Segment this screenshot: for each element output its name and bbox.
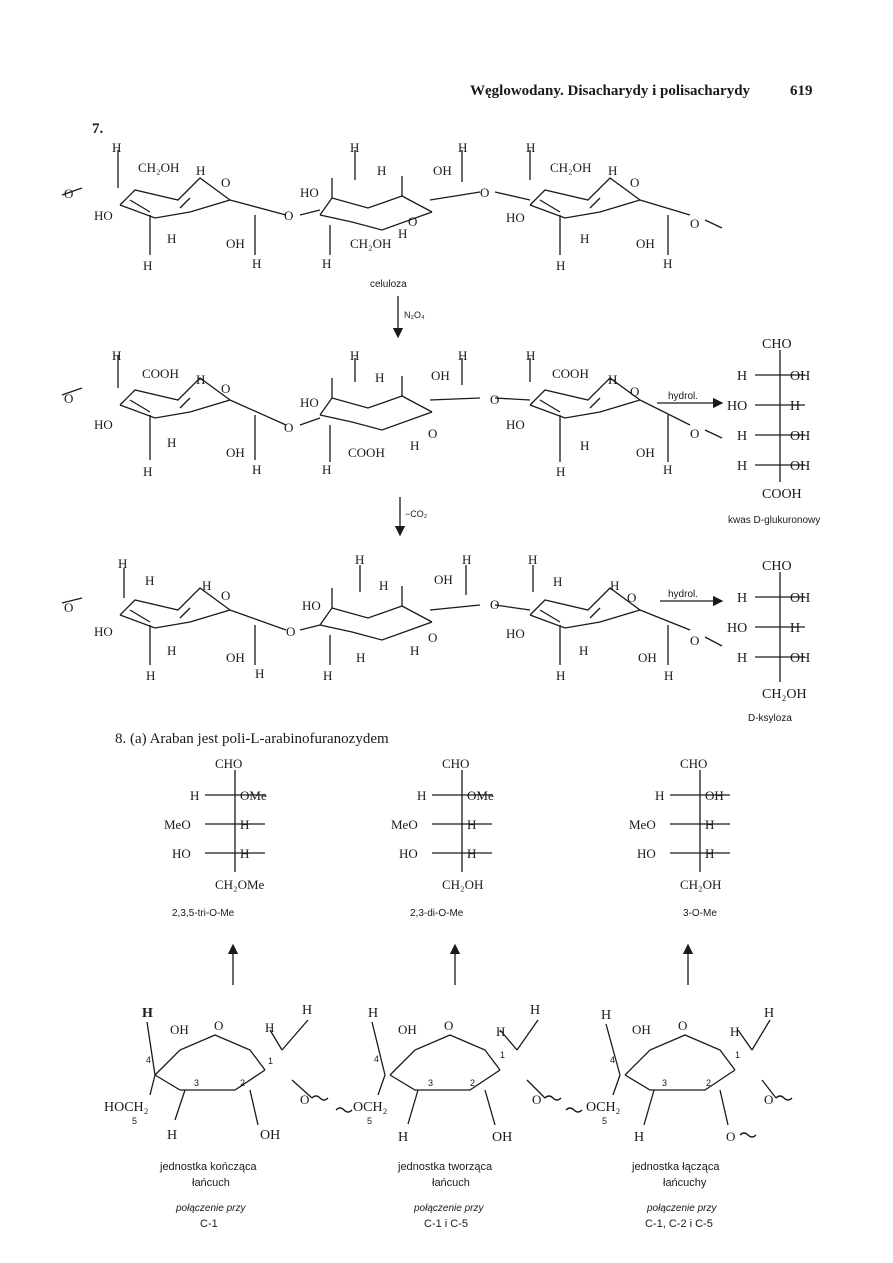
svg-text:4: 4 — [146, 1055, 152, 1065]
svg-text:H: H — [528, 552, 538, 567]
fischer-di-o-me — [391, 756, 494, 919]
svg-text:2,3-di-O-Me: 2,3-di-O-Me — [410, 908, 464, 919]
svg-text:H: H — [790, 621, 801, 636]
svg-text:HO: HO — [94, 624, 113, 639]
cellulose-label: celuloza — [370, 279, 407, 290]
svg-text:H: H — [705, 846, 715, 861]
svg-text:O: O — [490, 597, 500, 612]
svg-text:H: H — [146, 668, 156, 683]
page-number: 619 — [790, 83, 813, 99]
svg-text:OH: OH — [226, 445, 245, 460]
svg-text:H: H — [377, 163, 387, 178]
svg-text:HO: HO — [727, 621, 748, 636]
svg-text:OCH₂: OCH₂ — [353, 1100, 388, 1115]
svg-text:O: O — [444, 1018, 454, 1033]
svg-text:CH₂OMe: CH₂OMe — [215, 877, 265, 892]
svg-text:łańcuch: łańcuch — [432, 1177, 470, 1189]
furanose-chain-unit — [353, 1003, 545, 1145]
svg-text:2: 2 — [470, 1078, 476, 1088]
svg-text:O: O — [286, 624, 296, 639]
svg-text:C-1, C-2 i C-5: C-1, C-2 i C-5 — [645, 1218, 713, 1230]
svg-text:HO: HO — [399, 846, 418, 861]
svg-text:H: H — [167, 1128, 178, 1143]
svg-text:H: H — [190, 788, 200, 803]
svg-text:H: H — [663, 256, 673, 271]
svg-text:CH₂OH: CH₂OH — [762, 687, 807, 702]
svg-text:H: H — [240, 817, 250, 832]
svg-text:H: H — [398, 1130, 409, 1145]
svg-text:O: O — [64, 600, 74, 615]
unit-descriptions — [159, 1161, 720, 1230]
svg-text:HO: HO — [94, 208, 113, 223]
svg-text:1: 1 — [500, 1050, 506, 1060]
svg-text:H: H — [143, 258, 153, 273]
svg-text:5: 5 — [367, 1116, 373, 1126]
svg-text:H: H — [240, 846, 250, 861]
svg-text:OMe: OMe — [240, 788, 267, 803]
svg-text:H: H — [601, 1008, 612, 1023]
svg-text:H: H — [202, 578, 212, 593]
svg-text:H: H — [252, 462, 262, 477]
svg-text:OH: OH — [790, 429, 811, 444]
svg-text:H: H — [356, 650, 366, 665]
svg-text:H: H — [375, 370, 385, 385]
fischer-tri-o-me — [164, 756, 267, 919]
svg-text:C-1 i C-5: C-1 i C-5 — [424, 1218, 469, 1230]
svg-text:O: O — [300, 1092, 310, 1107]
svg-text:4: 4 — [610, 1055, 616, 1065]
svg-text:H: H — [526, 348, 536, 363]
furanose-branch-unit — [586, 1006, 776, 1145]
svg-text:HO: HO — [300, 395, 319, 410]
svg-text:OH: OH — [226, 650, 245, 665]
svg-text:O: O — [627, 590, 637, 605]
svg-text:H: H — [580, 231, 590, 246]
glucuronic-acid-fischer — [727, 337, 810, 502]
svg-text:H: H — [118, 556, 128, 571]
svg-text:H: H — [737, 591, 748, 606]
svg-text:MeO: MeO — [391, 817, 418, 832]
svg-text:OH: OH — [431, 368, 450, 383]
svg-text:O: O — [630, 175, 640, 190]
problem-number: 7. — [92, 121, 104, 137]
hydrol-label-1: hydrol. — [668, 391, 699, 402]
svg-text:OCH₂: OCH₂ — [586, 1100, 621, 1115]
xylose-fischer — [727, 559, 810, 702]
svg-text:H: H — [398, 226, 408, 241]
svg-text:HOCH₂: HOCH₂ — [104, 1100, 149, 1115]
svg-text:O: O — [764, 1092, 774, 1107]
svg-text:H: H — [167, 643, 177, 658]
svg-text:O: O — [64, 391, 74, 406]
svg-text:OH: OH — [632, 1022, 651, 1037]
svg-text:HO: HO — [506, 210, 525, 225]
svg-text:H: H — [737, 429, 748, 444]
svg-text:H: H — [167, 231, 177, 246]
svg-text:HO: HO — [506, 417, 525, 432]
svg-text:O: O — [221, 175, 231, 190]
svg-text:H: H — [467, 846, 477, 861]
svg-text:H: H — [467, 817, 477, 832]
svg-text:H: H — [579, 643, 589, 658]
svg-text:H: H — [112, 348, 122, 363]
svg-text:O: O — [690, 216, 700, 231]
svg-text:CHO: CHO — [442, 756, 470, 771]
svg-text:H: H — [608, 163, 618, 178]
svg-text:CHO: CHO — [680, 756, 708, 771]
svg-text:H: H — [663, 462, 673, 477]
svg-text:jednostka kończąca: jednostka kończąca — [160, 1161, 257, 1173]
svg-text:HO: HO — [506, 626, 525, 641]
svg-text:H: H — [350, 348, 360, 363]
svg-text:H: H — [580, 438, 590, 453]
svg-text:H: H — [462, 552, 472, 567]
svg-text:HO: HO — [94, 417, 113, 432]
xylose-name: D-ksyloza — [748, 713, 792, 724]
svg-text:1: 1 — [735, 1050, 741, 1060]
svg-text:COOH: COOH — [348, 445, 385, 460]
svg-text:5: 5 — [602, 1116, 608, 1126]
svg-text:H: H — [323, 668, 333, 683]
svg-text:O: O — [678, 1018, 688, 1033]
svg-text:O: O — [284, 208, 294, 223]
hydrol-label-2: hydrol. — [668, 589, 699, 600]
svg-text:H: H — [664, 668, 674, 683]
svg-text:H: H — [556, 668, 566, 683]
svg-text:H: H — [556, 258, 566, 273]
svg-text:H: H — [737, 459, 748, 474]
svg-text:COOH: COOH — [762, 487, 802, 502]
svg-text:H: H — [556, 464, 566, 479]
svg-text:HO: HO — [637, 846, 656, 861]
svg-text:jednostka tworząca: jednostka tworząca — [398, 1161, 493, 1173]
svg-text:OH: OH — [398, 1022, 417, 1037]
svg-text:O: O — [408, 214, 418, 229]
svg-text:H: H — [350, 140, 360, 155]
svg-text:CHO: CHO — [215, 756, 243, 771]
svg-text:H: H — [526, 140, 536, 155]
fischer-mono-o-me — [629, 756, 730, 919]
svg-text:H: H — [196, 372, 206, 387]
svg-text:O: O — [630, 384, 640, 399]
svg-text:H: H — [496, 1024, 506, 1039]
svg-text:MeO: MeO — [629, 817, 656, 832]
svg-text:O: O — [221, 588, 231, 603]
svg-text:H: H — [112, 140, 122, 155]
svg-text:CH₂OH: CH₂OH — [442, 877, 484, 892]
svg-text:H: H — [655, 788, 665, 803]
svg-text:OH: OH — [705, 788, 724, 803]
svg-text:OH: OH — [790, 591, 811, 606]
svg-text:CH₂OH: CH₂OH — [138, 160, 180, 175]
svg-text:H: H — [730, 1024, 740, 1039]
reagent-n2o4: N₂O₄ — [404, 310, 425, 320]
svg-text:H: H — [322, 256, 332, 271]
svg-text:H: H — [142, 1006, 153, 1021]
svg-text:O: O — [428, 630, 438, 645]
svg-text:połączenie przy: połączenie przy — [647, 1203, 717, 1214]
svg-text:OH: OH — [636, 236, 655, 251]
svg-text:H: H — [368, 1006, 379, 1021]
svg-text:CHO: CHO — [762, 337, 792, 352]
svg-text:H: H — [322, 462, 332, 477]
svg-text:H: H — [634, 1130, 645, 1145]
svg-text:OH: OH — [636, 445, 655, 460]
svg-text:H: H — [737, 369, 748, 384]
svg-text:1: 1 — [268, 1056, 274, 1066]
svg-text:CH₂OH: CH₂OH — [550, 160, 592, 175]
svg-text:H: H — [737, 651, 748, 666]
svg-text:2,3,5-tri-O-Me: 2,3,5-tri-O-Me — [172, 908, 235, 919]
svg-text:HO: HO — [727, 399, 748, 414]
svg-text:H: H — [410, 643, 420, 658]
svg-text:połączenie przy: połączenie przy — [414, 1203, 484, 1214]
svg-text:H: H — [196, 163, 206, 178]
svg-text:H: H — [167, 435, 177, 450]
svg-text:H: H — [553, 574, 563, 589]
svg-text:H: H — [379, 578, 389, 593]
svg-text:O: O — [214, 1018, 224, 1033]
svg-text:HO: HO — [302, 598, 321, 613]
svg-text:H: H — [417, 788, 427, 803]
svg-text:OH: OH — [492, 1130, 513, 1145]
svg-text:H: H — [143, 464, 153, 479]
svg-text:OH: OH — [260, 1128, 281, 1143]
svg-text:H: H — [252, 256, 262, 271]
svg-text:O: O — [480, 185, 490, 200]
svg-text:2: 2 — [240, 1078, 246, 1088]
svg-text:O: O — [221, 381, 231, 396]
svg-text:4: 4 — [374, 1054, 380, 1064]
svg-text:CH₂OH: CH₂OH — [350, 236, 392, 251]
svg-text:5: 5 — [132, 1116, 138, 1126]
svg-text:H: H — [458, 348, 468, 363]
svg-text:H: H — [530, 1003, 541, 1018]
svg-text:CHO: CHO — [762, 559, 792, 574]
svg-text:O: O — [284, 420, 294, 435]
svg-text:H: H — [145, 573, 155, 588]
svg-text:O: O — [64, 186, 74, 201]
svg-text:O: O — [532, 1092, 542, 1107]
svg-text:OH: OH — [226, 236, 245, 251]
svg-text:OH: OH — [790, 459, 811, 474]
svg-text:H: H — [265, 1020, 275, 1035]
svg-text:H: H — [410, 438, 420, 453]
svg-text:H: H — [790, 399, 801, 414]
problem8-heading: 8. (a) Araban jest poli-L-arabinofuranozydem — [115, 731, 389, 747]
svg-text:3: 3 — [428, 1078, 434, 1088]
svg-text:OH: OH — [434, 572, 453, 587]
svg-text:H: H — [764, 1006, 775, 1021]
svg-text:łańcuchy: łańcuchy — [663, 1177, 707, 1189]
glucuronic-acid-name: kwas D-glukuronowy — [728, 515, 821, 526]
running-title: Węglowodany. Disacharydy i polisacharydy — [470, 83, 751, 99]
svg-text:C-1: C-1 — [200, 1218, 218, 1230]
svg-text:OH: OH — [790, 369, 811, 384]
svg-text:OH: OH — [638, 650, 657, 665]
svg-text:OH: OH — [433, 163, 452, 178]
svg-text:HO: HO — [172, 846, 191, 861]
svg-text:HO: HO — [300, 185, 319, 200]
svg-text:3-O-Me: 3-O-Me — [683, 908, 717, 919]
svg-text:MeO: MeO — [164, 817, 191, 832]
svg-text:3: 3 — [662, 1078, 668, 1088]
svg-text:O: O — [726, 1129, 736, 1144]
svg-text:2: 2 — [706, 1078, 712, 1088]
svg-text:H: H — [302, 1003, 313, 1018]
svg-text:H: H — [608, 372, 618, 387]
reagent-co2: −CO₂ — [405, 509, 428, 519]
svg-text:OH: OH — [790, 651, 811, 666]
svg-text:CH₂OH: CH₂OH — [680, 877, 722, 892]
svg-text:COOH: COOH — [552, 366, 589, 381]
svg-text:O: O — [428, 426, 438, 441]
svg-text:H: H — [355, 552, 365, 567]
svg-text:O: O — [690, 426, 700, 441]
svg-text:O: O — [690, 633, 700, 648]
svg-text:połączenie przy: połączenie przy — [176, 1203, 246, 1214]
svg-text:jednostka łącząca: jednostka łącząca — [632, 1161, 720, 1173]
svg-text:H: H — [458, 140, 468, 155]
xylan-structure — [62, 565, 722, 665]
svg-text:H: H — [610, 578, 620, 593]
furanose-terminal-unit — [104, 1003, 312, 1143]
svg-text:łańcuch: łańcuch — [192, 1177, 230, 1189]
svg-text:3: 3 — [194, 1078, 200, 1088]
svg-text:OH: OH — [170, 1022, 189, 1037]
svg-text:H: H — [705, 817, 715, 832]
svg-text:O: O — [490, 392, 500, 407]
svg-text:COOH: COOH — [142, 366, 179, 381]
svg-text:H: H — [255, 666, 265, 681]
svg-text:OMe: OMe — [467, 788, 494, 803]
